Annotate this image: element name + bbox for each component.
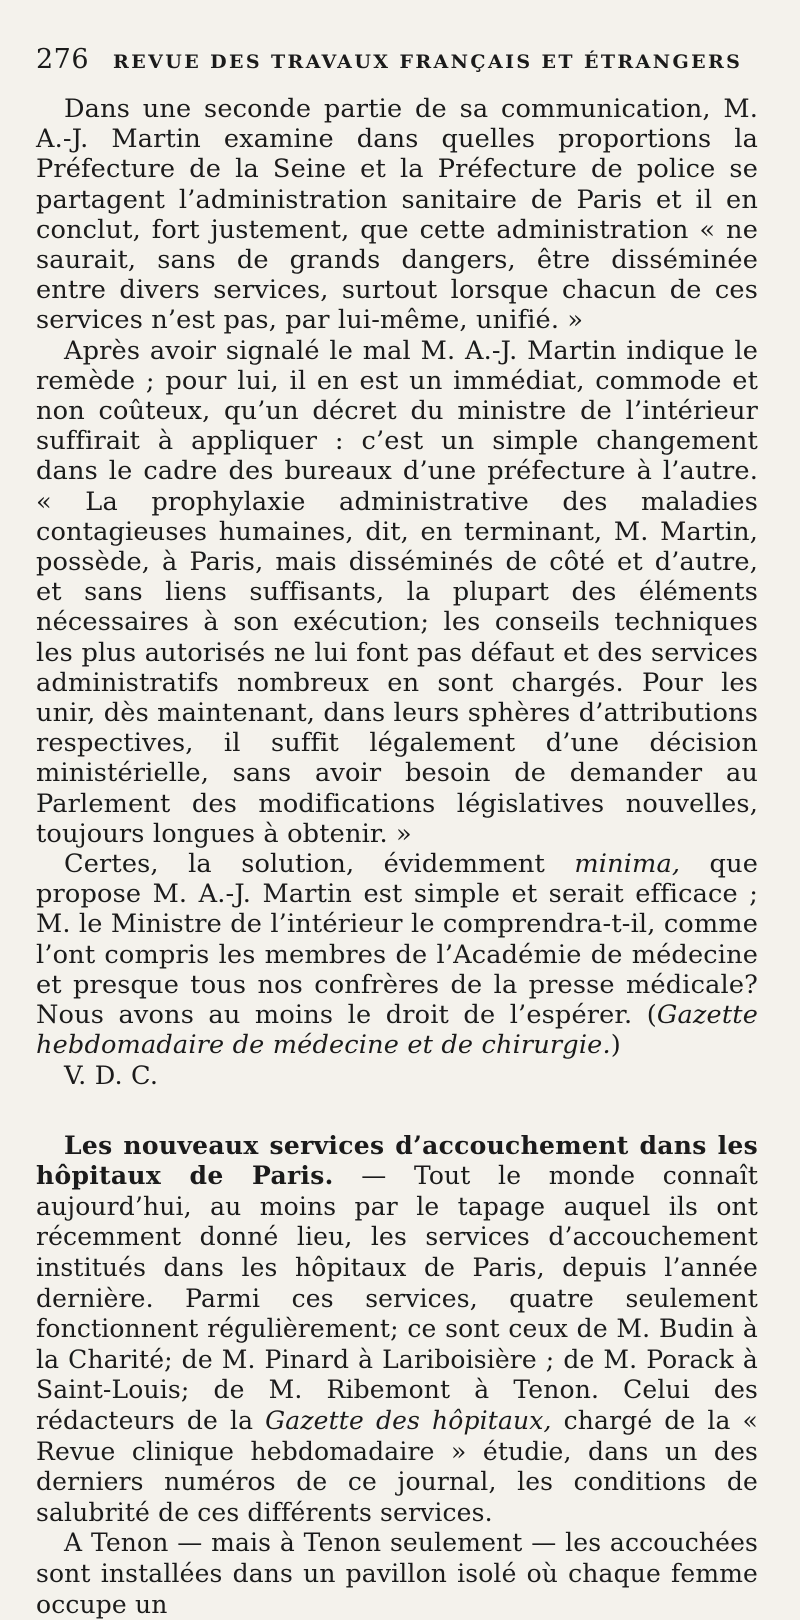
page-header xyxy=(36,44,758,94)
article-title: Les nouveaux services d’accouchement dans les hôpitaux de Paris. xyxy=(36,1130,758,1191)
paragraph-3-text-e: ) xyxy=(610,1030,621,1061)
paragraph-4 xyxy=(36,1131,758,1529)
paragraph-4-italic-gazette: Gazette des hôpitaux, xyxy=(265,1406,552,1436)
paragraph-4-text-c: chargé de la « Revue clinique hebdomadaire » étudie, dans un des derniers numéros de ce journal, les conditions de salubrité de ces différents services. xyxy=(36,1406,759,1527)
author-signature: V. D. C. xyxy=(64,1060,159,1091)
page-number: 276 xyxy=(36,44,90,75)
paragraph-3-italic-minima: minima, xyxy=(574,849,681,880)
paragraph-4-text-a: — Tout le monde connaît aujourd’hui, au moins par le tapage auquel ils ont récemment donné lieu, les services d’accouchement institués dans les hôpitaux de Paris, depuis l’année dernière. Parmi ces services, quatre seulement fonctionnent régulièrement; ce sont ceux de M. Budin à la Charité; de M. Pinard à Lariboisière ; de M. Porack à Saint-Louis; de M. Ribemont à Tenon. Celui des rédacteurs de la xyxy=(36,1161,758,1436)
paragraph-3-text-c: que propose M. A.-J. Martin est simple et serait efficace ; M. le Ministre de l’intérieur le comprendra-t-il, comme l’ont compris les membres de l’Académie de médecine et presque tous nos confrères de la presse médicale? Nous avons au moins le droit de l’espérer. ( xyxy=(36,849,758,1031)
paragraph-5: A Tenon — mais à Tenon seulement — les accouchées sont installées dans un pavillon isolé où chaque femme occupe un xyxy=(36,1528,758,1619)
paragraph-1: Dans une seconde partie de sa communication, M. A.-J. Martin examine dans quelles proportions la Préfecture de la Seine et la Préfecture de police se partagent l’administration sanitaire de Paris et il en conclut, fort justement, que cette administration « ne saurait, sans de grands dangers, être disséminée entre divers services, surtout lorsque chacun de ces services n’est pas, par lui-même, unifié. » xyxy=(36,94,758,336)
running-head: REVUE DES TRAVAUX FRANÇAIS ET ÉTRANGERS xyxy=(113,51,743,73)
paragraph-3-text-a: Certes, la solution, évidemment xyxy=(64,849,575,880)
section-divider xyxy=(36,1091,758,1131)
source-citation: Gazette hebdomadaire de médecine et de chirurgie. xyxy=(36,1000,758,1061)
article-body xyxy=(36,94,758,1620)
paragraph-2: Après avoir signalé le mal M. A.-J. Martin indique le remède ; pour lui, il en est un immédiat, commode et non coûteux, qu’un décret du ministre de l’intérieur suffirait à appliquer : c’est un simple changement dans le cadre des bureaux d’une préfecture à l’autre. « La prophylaxie administrative des maladies contagieuses humaines, dit, en terminant, M. Martin, possède, à Paris, mais disséminés de côté et d’autre, et sans liens suffisants, la plupart des éléments nécessaires à son exécution; les conseils techniques les plus autorisés ne lui font pas défaut et des services administratifs nombreux en sont chargés. Pour les unir, dès maintenant, dans leurs sphères d’attributions respectives, il suffit légalement d’une décision ministérielle, sans avoir besoin de demander au Parlement des modifications législatives nouvelles, toujours longues à obtenir. » xyxy=(36,335,758,849)
paragraph-3 xyxy=(36,849,758,1060)
